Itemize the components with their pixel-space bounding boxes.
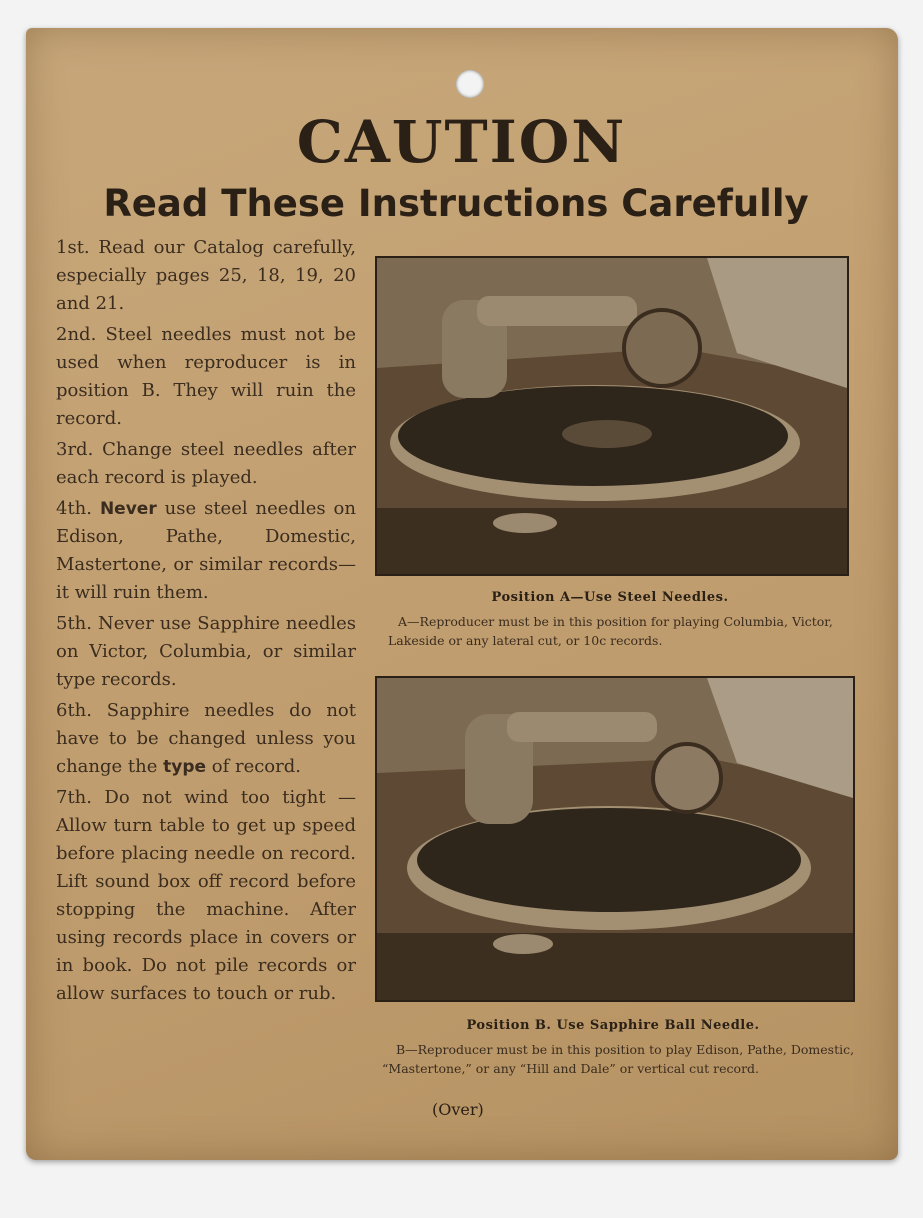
instruction-item — [56, 436, 356, 492]
item-text: Do not wind too tight —Allow turn table to get up speed before placing needle on record. Lift sound box off record before stopping the machine. After using records place in covers or in book. Do not pile records or allow surfaces to touch or rub. — [56, 787, 356, 1004]
item-emphasis: Never — [99, 499, 157, 519]
item-number: 5th. — [56, 613, 92, 634]
instruction-item — [56, 610, 356, 694]
item-number: 4th. — [56, 498, 92, 519]
punch-hole — [456, 70, 484, 98]
over-note: (Over) — [432, 1100, 484, 1119]
item-text: use steel needles on Edison, Pathe, Domestic, Mastertone, or similar records—it will ruin them. — [56, 498, 356, 603]
item-text: Never use Sapphire needles on Victor, Columbia, or similar type records. — [56, 613, 356, 690]
position-b-text: B—Reproducer must be in this position to play Edison, Pathe, Domestic, “Mastertone,” or any “Hill and Dale” or vertical cut record. — [382, 1042, 855, 1076]
item-text: Sapphire needles do not have to be changed unless you change the — [56, 700, 356, 777]
position-a-text: A—Reproducer must be in this position for playing Columbia, Victor, Lakeside or any lateral cut, or 10c records. — [388, 614, 833, 648]
item-number: 2nd. — [56, 324, 97, 345]
item-text: Change steel needles after each record is played. — [56, 439, 356, 488]
item-emphasis: type — [163, 757, 207, 777]
item-text: Steel needles must not be used when reproducer is in position B. They will ruin the record. — [56, 324, 356, 429]
instruction-item — [56, 495, 356, 607]
phonograph-position-b-photo — [375, 676, 855, 1002]
instruction-item — [56, 234, 356, 318]
item-number: 1st. — [56, 237, 90, 258]
instruction-item — [56, 321, 356, 433]
item-text: Read our Catalog carefully, especially pages 25, 18, 19, 20 and 21. — [56, 237, 356, 314]
instruction-list — [56, 234, 356, 1011]
item-number: 3rd. — [56, 439, 94, 460]
phonograph-position-a-photo — [375, 256, 849, 576]
instruction-item — [56, 697, 356, 781]
subtitle: Read These Instructions Carefully — [103, 182, 809, 225]
position-b-heading: Position B. Use Sapphire Ball Needle. — [466, 1018, 760, 1033]
caution-title: CAUTION — [296, 108, 627, 176]
instruction-item — [56, 784, 356, 1008]
item-text: of record. — [206, 756, 301, 777]
item-number: 6th. — [56, 700, 92, 721]
item-number: 7th. — [56, 787, 92, 808]
phonograph-b-illustration — [377, 678, 853, 1000]
phonograph-a-illustration — [377, 258, 847, 574]
position-a-heading: Position A—Use Steel Needles. — [491, 590, 729, 605]
